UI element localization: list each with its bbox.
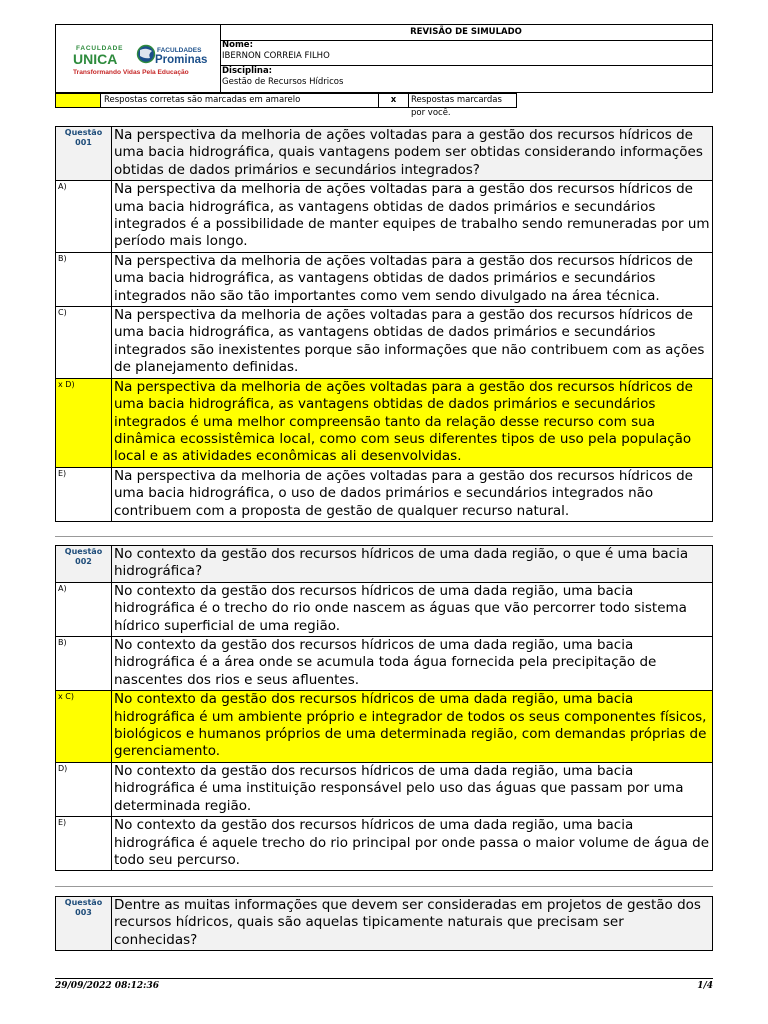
name-row [220,40,712,66]
discipline-label: Disciplina: [222,66,273,76]
option-letter: B) [56,637,112,691]
legend-marked-text: Respostas marcardas por você. [409,93,517,108]
question-text: Dentre as muitas informações que devem ser consideradas em projetos de gestão dos recursos hídricos, quais são aquelas tipicamente naturais que precisam ser conhecidas? [112,897,713,951]
prominas-main-text: Prominas [155,54,208,66]
option-d[interactable] [56,762,713,816]
page-title: REVISÃO DE SIMULADO [220,25,712,41]
option-c-selected-correct[interactable] [56,691,713,763]
logo [56,25,220,92]
option-e[interactable] [56,467,713,521]
option-c[interactable] [56,307,713,379]
option-letter: B) [56,252,112,306]
question-row [56,897,713,951]
question-label: Questão 003 [56,897,112,951]
unica-main-text: UNICA [73,51,118,67]
option-text: Na perspectiva da melhoria de ações voltadas para a gestão dos recursos hídricos de uma bacia hidrográfica, as vantagens obtidas de dados primários e secundários integrados é a possibilidade de manter equipes de trabalho sendo remuneradas por um período mais longo. [112,181,713,253]
question-label: Questão 002 [56,546,112,583]
question-row [56,546,713,583]
option-e[interactable] [56,817,713,871]
option-text: Na perspectiva da melhoria de ações voltadas para a gestão dos recursos hídricos de uma bacia hidrográfica, as vantagens obtidas de dados primários e secundários integrados é uma melhor compreensão tanto da relação desse recurso com sua dinâmica ecossistêmica local, como com seus diferentes tipos de uso pela população local e as atividades econômicas ali desenvolvidas. [112,378,713,467]
option-letter: E) [56,817,112,871]
question-002 [55,545,713,871]
option-text: No contexto da gestão dos recursos hídricos de uma dada região, uma bacia hidrográfica é a área onde se acumula toda água fornecida pela precipitação de nascentes dos rios e seus afluentes. [112,637,713,691]
prominas-globe-icon [138,46,155,63]
discipline-row [220,66,712,92]
legend-yellow-swatch [55,93,101,108]
option-letter: A) [56,181,112,253]
footer-datetime: 29/09/2022 08:12:36 [55,981,160,991]
logo-area [56,25,221,92]
option-letter: A) [56,582,112,636]
question-row [56,127,713,181]
option-text: No contexto da gestão dos recursos hídricos de uma dada região, uma bacia hidrográfica é uma instituição responsável pelo uso das águas que passam por uma determinada região. [112,762,713,816]
unica-small-text: FACULDADE [76,45,124,52]
legend-correct-text: Respostas corretas são marcadas em amarelo [101,93,379,108]
question-separator [55,536,713,537]
option-b[interactable] [56,252,713,306]
question-text: Na perspectiva da melhoria de ações voltadas para a gestão dos recursos hídricos de uma bacia hidrográfica, quais vantagens podem ser obtidas considerando informações obtidas de dados primários e secundários integrados? [112,127,713,181]
option-text: Na perspectiva da melhoria de ações voltadas para a gestão dos recursos hídricos de uma bacia hidrográfica, as vantagens obtidas de dados primários e secundários integrados não são tão importantes como vem sendo divulgado na área técnica. [112,252,713,306]
option-text: Na perspectiva da melhoria de ações voltadas para a gestão dos recursos hídricos de uma bacia hidrográfica, o uso de dados primários e secundários integrados não contribuem com a proposta de gestão de qualquer recurso natural. [112,467,713,521]
option-letter: C) [56,307,112,379]
option-text: No contexto da gestão dos recursos hídricos de uma dada região, uma bacia hidrográfica é o trecho do rio onde nascem as águas que vão percorrer todo sistema hídrico superficial de uma região. [112,582,713,636]
option-letter: x D) [56,378,112,467]
tagline-text: Transformando Vidas Pela Educação [73,69,189,76]
option-letter: D) [56,762,112,816]
footer-page-number: 1/4 [697,981,713,991]
prominas-small-text: FACULDADES [157,47,202,54]
footer-divider [55,978,713,979]
question-003 [55,896,713,951]
option-letter: E) [56,467,112,521]
discipline-value: Gestão de Recursos Hídricos [222,77,344,87]
option-letter: x C) [56,691,112,763]
option-a[interactable] [56,181,713,253]
option-text: No contexto da gestão dos recursos hídricos de uma dada região, uma bacia hidrográfica é aquele trecho do rio principal por onde passa o maior volume de água de todo seu percurso. [112,817,713,871]
question-001 [55,126,713,522]
name-value: IBERNON CORREIA FILHO [222,51,330,61]
option-text: Na perspectiva da melhoria de ações voltadas para a gestão dos recursos hídricos de uma bacia hidrográfica, as vantagens obtidas de dados primários e secundários integrados são inexistentes porque são informações que não contribuem com as ações de planejamento definidas. [112,307,713,379]
legend-mark: x [379,93,409,108]
question-text: No contexto da gestão dos recursos hídricos de uma dada região, o que é uma bacia hidrográfica? [112,546,713,583]
option-b[interactable] [56,637,713,691]
question-label: Questão 001 [56,127,112,181]
option-text: No contexto da gestão dos recursos hídricos de uma dada região, uma bacia hidrográfica é um ambiente próprio e integrador de todos os seus componentes físicos, biológicos e humanos próprios de uma determinada região, com demandas próprias de gerenciamento. [112,691,713,763]
option-d-selected-correct[interactable] [56,378,713,467]
name-label: Nome: [222,40,253,50]
header-box [55,24,713,93]
legend [55,93,517,118]
question-separator [55,886,713,887]
option-a[interactable] [56,582,713,636]
